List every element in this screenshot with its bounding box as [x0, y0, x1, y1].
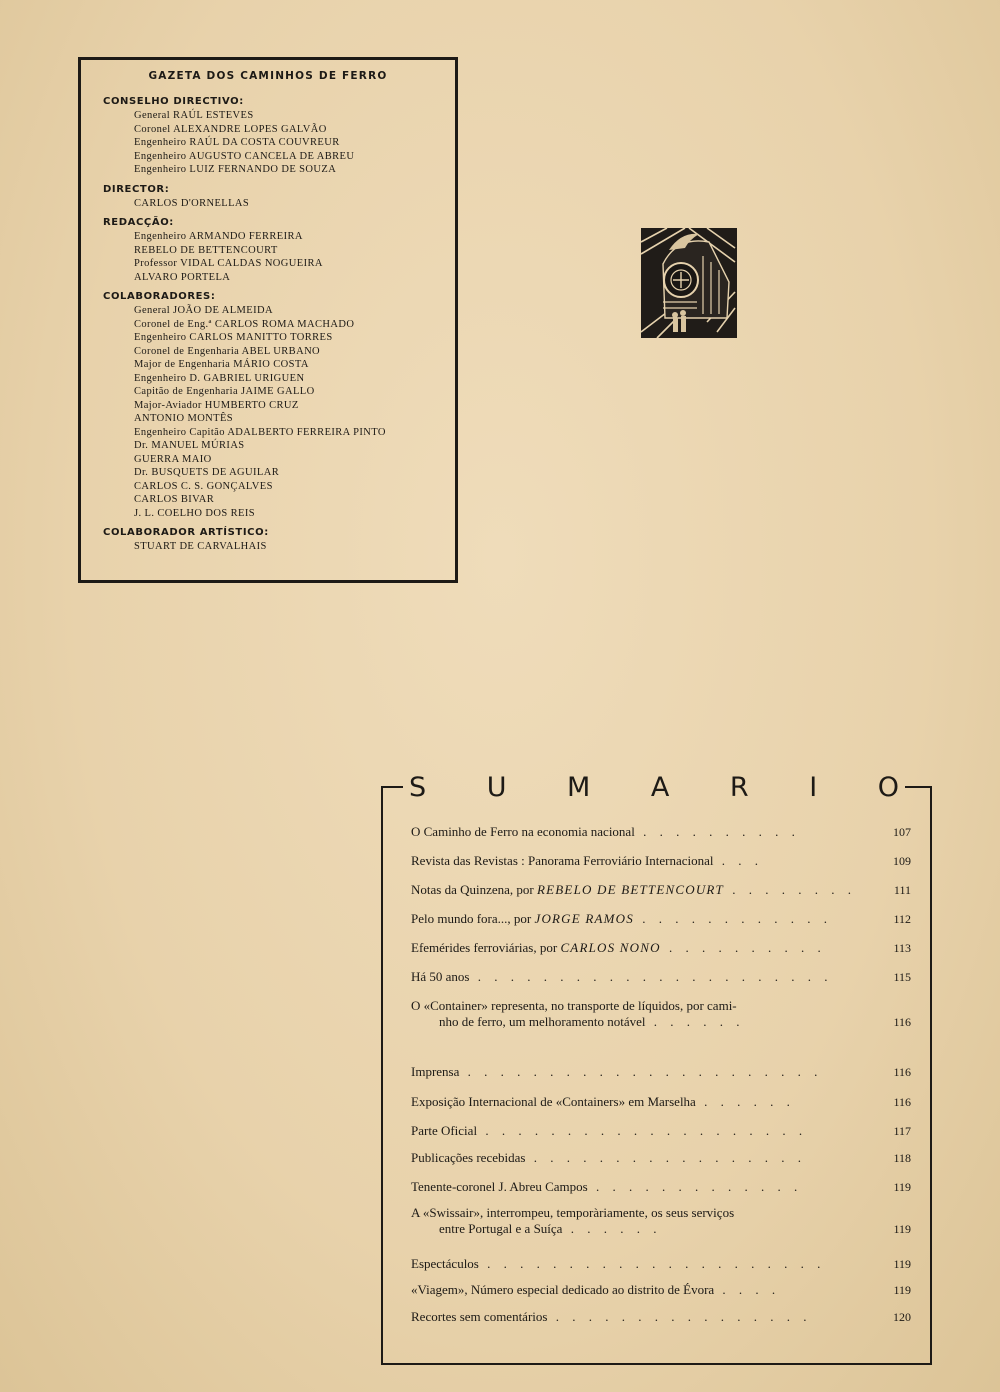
toc-page-number: 109: [893, 854, 911, 868]
toc-entry-text: Recortes sem comentários: [411, 1309, 548, 1324]
toc-entry-text: Pelo mundo fora..., por: [411, 911, 535, 926]
masthead-section: [103, 289, 455, 520]
toc-entry: [411, 1150, 911, 1166]
contributor-name: CARLOS D'ORNELLAS: [134, 197, 250, 209]
masthead-section: [103, 182, 455, 211]
leader-dots: . . . . . . . . . . . .: [633, 911, 832, 926]
contributor-name: CARLOS C. S. GONÇALVES: [134, 480, 273, 492]
toc-entry: [411, 882, 911, 898]
toc-entry-title: [411, 1282, 911, 1298]
toc-page-number: 119: [893, 1257, 911, 1271]
masthead-box: [78, 57, 458, 583]
toc-entry-author: REBELO DE BETTENCOURT: [537, 882, 724, 897]
contributor-name: CARLOS BIVAR: [134, 494, 215, 505]
leader-dots: . . . . . . . . . . . . . . . . .: [525, 1150, 806, 1165]
toc-entry-title: [411, 853, 911, 869]
toc-entry: [411, 1094, 911, 1110]
contributor-name: Dr. BUSQUETS DE AGUILAR: [134, 467, 280, 478]
leader-dots: . . . . . .: [695, 1094, 795, 1109]
summary-title-letter: I: [809, 771, 818, 803]
toc-entry-title: [411, 911, 911, 927]
leader-dots: . . . . . . . . . . . . . . . . . . . . .: [478, 1256, 826, 1271]
toc-page-number: 107: [893, 825, 911, 839]
toc-entry-continuation: nho de ferro, um melhoramento notável: [439, 1014, 646, 1029]
toc-entry-text: O Caminho de Ferro na economia nacional: [411, 824, 635, 839]
leader-dots: . . . . . . . . . . . . . . . . . . . . . .: [469, 969, 833, 984]
contributor-name: Engenheiro ARMANDO FERREIRA: [134, 231, 303, 242]
contributor-name: STUART DE CARVALHAIS: [134, 541, 267, 552]
name-list: [103, 540, 455, 554]
heading-rule-left: [381, 786, 403, 788]
toc-entry: [411, 853, 911, 869]
heading-rule-right: [905, 786, 932, 788]
toc-entry-title: [411, 1256, 911, 1272]
toc-page-number: 112: [893, 912, 911, 926]
toc-entry: [411, 1179, 911, 1195]
contributor-name: Major-Aviador HUMBERTO CRUZ: [134, 399, 299, 411]
toc-entry-title: [411, 1150, 911, 1166]
masthead-section: [103, 525, 455, 554]
leader-dots: . . . . . . . .: [723, 882, 856, 897]
toc-page-number: 113: [893, 941, 911, 955]
toc-entry-text: Parte Oficial: [411, 1123, 478, 1138]
leader-dots: . . . . . . . . . . . . . . . .: [547, 1309, 812, 1324]
summary-title-letter: U: [486, 771, 507, 803]
summary-box: [381, 771, 932, 1365]
contributor-name: ALVARO PORTELA: [134, 271, 231, 283]
contributor-name: REBELO DE BETTENCOURT: [134, 244, 278, 256]
toc-entry-text: Efemérides ferroviárias, por: [411, 940, 561, 955]
name-list: [103, 109, 455, 177]
contributor-name: Capitão de Engenharia JAIME GALLO: [134, 386, 315, 397]
toc-entry-title: [411, 1123, 911, 1139]
contributor-name: Engenheiro RAÚL DA COSTA COUVREUR: [134, 137, 340, 148]
toc-entry-title: [411, 1205, 911, 1237]
toc-page-number: 119: [893, 1222, 911, 1236]
contributor-name: Engenheiro Capitão ADALBERTO FERREIRA PINTO: [134, 426, 386, 438]
contributor-name: Professor VIDAL CALDAS NOGUEIRA: [134, 258, 323, 269]
toc-entry-title: [411, 969, 911, 985]
toc-entry-text: «Viagem», Número especial dedicado ao distrito de Évora: [411, 1282, 715, 1297]
toc-entry: [411, 1309, 911, 1325]
toc-entry-text: Imprensa: [411, 1064, 460, 1079]
toc-page-number: 116: [893, 1065, 911, 1079]
summary-heading: [381, 773, 932, 801]
toc-entry-text: Notas da Quinzena, por: [411, 882, 537, 897]
toc-page-number: 111: [893, 883, 911, 897]
contributor-name: General RAÚL ESTEVES: [134, 110, 254, 121]
toc-entry: [411, 998, 911, 1030]
section-heading: COLABORADORES:: [103, 291, 216, 302]
contributor-name: Dr. MANUEL MÚRIAS: [134, 440, 245, 451]
masthead-sections: [103, 94, 455, 554]
name-list: [103, 304, 455, 520]
toc-page-number: 118: [893, 1151, 911, 1165]
toc-page-number: 116: [893, 1095, 911, 1109]
toc-entry-author: CARLOS NONO: [560, 940, 661, 955]
toc-entry-text: Há 50 anos: [411, 969, 470, 984]
masthead-title: GAZETA DOS CAMINHOS DE FERRO: [148, 70, 388, 82]
masthead-section: [103, 215, 455, 284]
toc-entry-title: [411, 1309, 911, 1325]
summary-title-letter: A: [650, 771, 670, 803]
toc-entry-title: [411, 882, 911, 898]
toc-entry: [411, 1123, 911, 1139]
leader-dots: . . . . . .: [645, 1014, 745, 1029]
contributor-name: Major de Engenharia MÁRIO COSTA: [134, 359, 309, 370]
toc-entry-title: [411, 1064, 911, 1080]
toc-entry-text: Publicações recebidas: [411, 1150, 526, 1165]
toc-entry-continuation: entre Portugal e a Suíça: [439, 1221, 563, 1236]
toc-entry-text: Espectáculos: [411, 1256, 479, 1271]
toc-entry-text: Revista das Revistas : Panorama Ferroviário Internacional: [411, 853, 714, 868]
toc-entry: [411, 824, 911, 840]
leader-dots: . . .: [713, 853, 764, 868]
toc-entry-text: A «Swissair», interrompeu, temporàriamente, os seus serviços: [411, 1205, 735, 1220]
contributor-name: Engenheiro LUIZ FERNANDO DE SOUZA: [134, 164, 337, 175]
contributor-name: General JOÃO DE ALMEIDA: [134, 305, 273, 316]
leader-dots: . . . . . . . . . . . . . . . . . . . . . .: [459, 1064, 823, 1079]
toc-entry-title: [411, 1179, 911, 1195]
toc-entry-title: [411, 824, 911, 840]
summary-title-letter: S: [409, 771, 427, 803]
section-heading: DIRECTOR:: [103, 183, 170, 195]
section-heading: REDACÇÃO:: [103, 217, 174, 228]
masthead-section: [103, 94, 455, 177]
contributor-name: Coronel de Eng.ª CARLOS ROMA MACHADO: [134, 318, 355, 330]
toc-entry: [411, 1282, 911, 1298]
contributor-name: Engenheiro AUGUSTO CANCELA DE ABREU: [134, 150, 355, 162]
summary-title-letter: M: [567, 771, 591, 803]
toc-page-number: 116: [893, 1015, 911, 1029]
leader-dots: . . . .: [714, 1282, 781, 1297]
toc-page-number: 119: [893, 1283, 911, 1297]
toc-entry-text: O «Container» representa, no transporte de líquidos, por cami-: [411, 998, 737, 1013]
contributor-name: Engenheiro CARLOS MANITTO TORRES: [134, 332, 333, 343]
leader-dots: . . . . . .: [562, 1221, 662, 1236]
toc-entry-text: Tenente-coronel J. Abreu Campos: [411, 1179, 588, 1194]
summary-title-letter: R: [729, 771, 749, 803]
leader-dots: . . . . . . . . . .: [660, 940, 826, 955]
contributor-name: GUERRA MAIO: [134, 453, 212, 465]
section-heading: COLABORADOR ARTÍSTICO:: [103, 527, 269, 538]
summary-title: [403, 772, 905, 803]
toc-entry: [411, 940, 911, 956]
toc-page-number: 117: [893, 1124, 911, 1138]
contributor-name: J. L. COELHO DOS REIS: [134, 507, 255, 519]
toc-entry: [411, 1205, 911, 1237]
locomotive-illustration-icon: [637, 222, 737, 342]
leader-dots: . . . . . . . . . . . . . . . . . . . .: [477, 1123, 808, 1138]
contributor-name: Coronel ALEXANDRE LOPES GALVÃO: [134, 123, 327, 135]
contributor-name: Coronel de Engenharia ABEL URBANO: [134, 345, 321, 357]
toc-entry: [411, 969, 911, 985]
leader-dots: . . . . . . . . . . . . .: [587, 1179, 803, 1194]
train-woodcut-illustration: [637, 222, 737, 342]
toc-page-number: 119: [893, 1180, 911, 1194]
leader-dots: . . . . . . . . . .: [634, 824, 800, 839]
name-list: [103, 197, 455, 211]
section-heading: CONSELHO DIRECTIVO:: [103, 96, 244, 107]
toc-entry: [411, 1064, 911, 1080]
toc-entry-title: [411, 998, 911, 1030]
toc-page-number: 115: [893, 970, 911, 984]
contributor-name: ANTONIO MONTÊS: [134, 413, 234, 424]
toc-entry: [411, 1256, 911, 1272]
summary-title-letter: O: [877, 771, 899, 803]
toc-page-number: 120: [893, 1310, 911, 1324]
toc-entry-title: [411, 940, 911, 956]
toc-entry: [411, 911, 911, 927]
toc-entry-author: JORGE RAMOS: [534, 911, 634, 926]
name-list: [103, 230, 455, 284]
toc-entry-text: Exposição Internacional de «Containers» em Marselha: [411, 1094, 696, 1109]
contributor-name: Engenheiro D. GABRIEL URIGUEN: [134, 372, 305, 384]
toc-entry-title: [411, 1094, 911, 1110]
